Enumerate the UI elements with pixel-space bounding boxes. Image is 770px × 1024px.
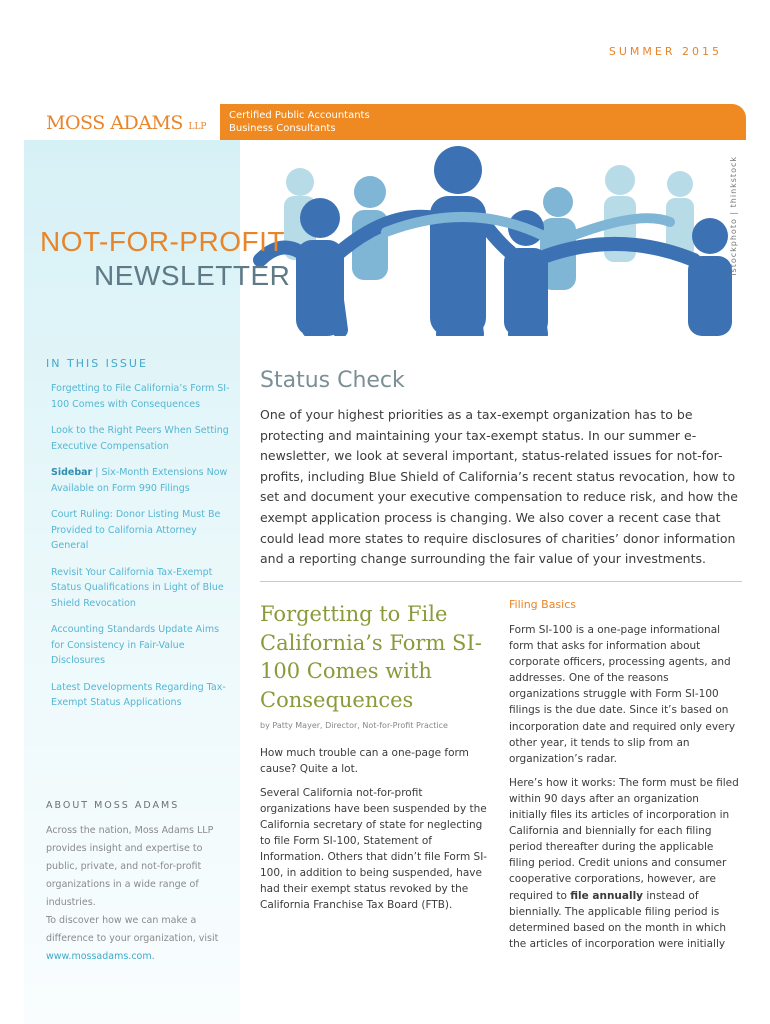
logo-text: MOSS ADAMS <box>46 112 183 134</box>
toc-item[interactable] <box>51 680 231 711</box>
about-suffix: . <box>151 951 155 962</box>
filing-basics-heading: Filing Basics <box>509 598 576 611</box>
issue-date: SUMMER 2015 <box>608 45 722 58</box>
toc-item-text: Forgetting to File California’s Form SI-100 Comes with Consequences <box>51 383 230 410</box>
toc-item-text: Latest Developments Regarding Tax-Exempt Status Applications <box>51 681 226 708</box>
about-paragraph-2 <box>46 912 228 966</box>
tagline <box>229 109 370 135</box>
toc-item[interactable] <box>51 565 231 612</box>
about-heading: ABOUT MOSS ADAMS <box>46 800 180 811</box>
article-paragraph: How much trouble can a one-page form cause? Quite a lot. <box>260 747 469 775</box>
newsletter-title-line-1: NOT-FOR-PROFIT <box>40 226 285 257</box>
toc-item-text: Revisit Your California Tax-Exempt Status Qualifications in Light of Blue Shield Revocation <box>51 566 224 609</box>
about-prefix: To discover how we can make a difference to your organization, visit <box>46 915 219 944</box>
article-paragraph <box>509 775 739 952</box>
logo-suffix: LLP <box>188 122 207 132</box>
status-check-body: One of your highest priorities as a tax-exempt organization has to be protecting and maintaining your tax-exempt status. In our summer e-newsletter, we look at several important, status-related issues for not-for-profits, including Blue Shield of California’s recent status revocation, how to set and document your executive compensation to reduce risk, and how the exempt application process is changing. We also cover a recent case that could lead more states to require disclosures of charities’ donor information and a reporting change surrounding the fair value of your investments. <box>260 407 738 567</box>
paper-chain-people-illustration <box>240 140 746 336</box>
paragraph-text: Here’s how it works: The form must be filed within 90 days after an organization initially files its articles of incorporation in California and biennially for each filing period thereafter during the applicable filing period. Credit unions and consumer cooperative corporations, however, are required to <box>509 776 739 902</box>
newsletter-title-line-2: NEWSLETTER <box>94 260 291 291</box>
toc-item[interactable] <box>51 507 231 554</box>
logo-container <box>24 104 220 140</box>
about-text <box>46 822 228 966</box>
toc-item-text: Look to the Right Peers When Setting Executive Compensation <box>51 425 229 452</box>
about-paragraph-1: Across the nation, Moss Adams LLP provides insight and expertise to public, private, and not-for-profit organizations in a wide range of industries. <box>46 825 214 908</box>
article-column-2 <box>509 622 739 960</box>
toc-item-lead: Sidebar <box>51 467 93 478</box>
header-banner <box>24 104 746 140</box>
table-of-contents <box>51 381 231 722</box>
toc-item-text: Court Ruling: Donor Listing Must Be Provided to California Attorney General <box>51 509 221 551</box>
tagline-line-2: Business Consultants <box>229 123 336 134</box>
emphasis-text: file annually <box>570 889 644 902</box>
toc-item[interactable] <box>51 423 231 454</box>
moss-adams-logo <box>46 112 206 134</box>
hero-image <box>240 140 746 336</box>
toc-item[interactable] <box>51 622 231 669</box>
article-column-1 <box>260 745 492 921</box>
article-heading: Forgetting to File California’s Form SI-100 Comes with Consequences <box>260 602 482 712</box>
article-paragraph: Form SI-100 is a one-page informational form that asks for information about corporate officers, processing agents, and addresses. One of the reasons organizations struggle with Form SI-100 filings is the due date. Since it’s based on incorporation date and required only every other year, it tends to slip from an organization’s radar. <box>509 624 736 765</box>
article-paragraph: Several California not-for-profit organizations have been suspended by the California secretary of state for neglecting to file Form SI-100, Statement of Information. Others that didn’t file Form SI-100, in addition to being suspended, have had their exempt status revoked by the California Franchise Tax Board (FTB). <box>260 787 488 911</box>
status-check-heading: Status Check <box>260 368 405 393</box>
in-this-issue-heading: IN THIS ISSUE <box>46 357 148 370</box>
article-byline: by Patty Mayer, Director, Not-for-Profit Practice <box>260 721 448 730</box>
toc-item[interactable] <box>51 381 231 412</box>
tagline-line-1: Certified Public Accountants <box>229 110 370 121</box>
section-divider <box>260 581 742 582</box>
toc-item[interactable] <box>51 465 231 496</box>
paragraph-text: instead of biennially. The applicable filing period is determined based on the month in which the articles of incorporation were initially <box>509 889 727 950</box>
website-link[interactable]: www.mossadams.com <box>46 951 152 962</box>
photo-credit: istockphoto | thinkstock <box>729 156 738 276</box>
toc-item-text: | Six-Month Extensions Now Available on Form 990 Filings <box>51 467 228 494</box>
toc-item-text: Accounting Standards Update Aims for Consistency in Fair-Value Disclosures <box>51 624 220 666</box>
